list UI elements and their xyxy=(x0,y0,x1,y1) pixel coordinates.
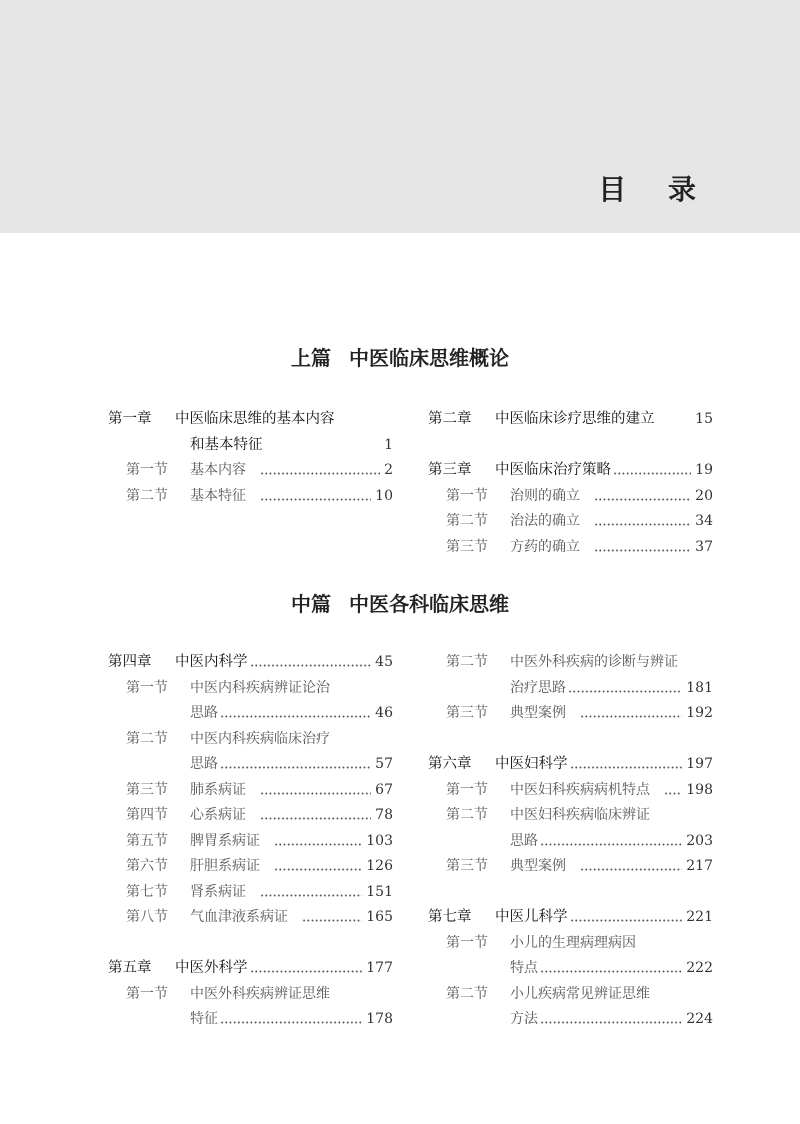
entry-number: 第二章 xyxy=(428,411,472,427)
page-number: 178 xyxy=(366,1011,393,1027)
toc-chapter-entry[interactable] xyxy=(428,905,713,931)
dot-leader xyxy=(540,970,682,973)
entry-number: 第二节 xyxy=(446,985,488,1002)
entry-title: 思路 xyxy=(510,832,538,849)
entry-title: 思路 xyxy=(190,756,218,772)
toc-section-entry[interactable] xyxy=(428,535,713,561)
entry-title: 中医临床思维的基本内容 xyxy=(175,411,335,427)
entry-title: 方法 xyxy=(510,1011,538,1027)
part-title: 中医临床思维概论 xyxy=(349,346,509,370)
entry-number: 第二节 xyxy=(126,730,168,747)
toc-section-entry[interactable] xyxy=(108,1007,393,1033)
toc-column-part2-right xyxy=(428,650,713,1033)
entry-title: 中医临床治疗策略 xyxy=(495,462,611,478)
toc-column-part2-left xyxy=(108,650,393,1033)
entry-number: 第二节 xyxy=(446,513,488,529)
page-number: 151 xyxy=(366,883,393,900)
entry-title: 中医外科学 xyxy=(175,960,248,976)
entry-title: 心系病证 xyxy=(190,807,246,823)
entry-title: 肝胆系病证 xyxy=(190,858,260,874)
entry-title: 典型案例 xyxy=(510,858,566,874)
entry-number: 第六节 xyxy=(126,858,168,874)
entry-title: 脾胃系病证 xyxy=(190,832,260,849)
dot-leader xyxy=(540,1021,682,1024)
dot-leader xyxy=(260,894,362,897)
dot-leader xyxy=(664,792,682,795)
entry-number: 第三节 xyxy=(446,705,488,721)
toc-section-entry[interactable] xyxy=(108,752,393,778)
entry-title: 治法的确立 xyxy=(510,513,580,529)
entry-title: 典型案例 xyxy=(510,705,566,721)
page-number: 103 xyxy=(366,832,393,849)
dot-leader xyxy=(260,817,371,820)
page-number: 19 xyxy=(695,462,713,478)
toc-section-entry[interactable] xyxy=(428,778,713,804)
entry-number: 第一章 xyxy=(108,411,152,427)
toc-column-part1-right xyxy=(428,407,713,560)
entry-title: 思路 xyxy=(190,705,218,721)
toc-section-entry[interactable] xyxy=(108,905,393,931)
page-number: 1 xyxy=(384,436,393,453)
entry-title: 中医外科疾病辨证思维 xyxy=(190,985,330,1002)
toc-section-entry[interactable] xyxy=(428,484,713,510)
page-number: 37 xyxy=(695,538,713,555)
entry-number: 第三节 xyxy=(446,538,488,555)
dot-leader xyxy=(220,766,371,769)
entry-number: 第三章 xyxy=(428,462,472,478)
entry-number: 第七节 xyxy=(126,883,168,900)
entry-number: 第四章 xyxy=(108,654,152,670)
entry-title: 方药的确立 xyxy=(510,538,580,555)
toc-section-entry[interactable] xyxy=(108,854,393,880)
page-number: 224 xyxy=(686,1011,713,1027)
toc-section-entry[interactable] xyxy=(108,982,393,1008)
toc-chapter-entry[interactable] xyxy=(108,956,393,982)
entry-number: 第一节 xyxy=(126,985,168,1002)
dot-leader xyxy=(260,472,380,475)
toc-section-entry[interactable] xyxy=(108,880,393,906)
part-label: 上篇 xyxy=(291,346,331,370)
toc-section-entry[interactable] xyxy=(428,701,713,727)
entry-title: 中医儿科学 xyxy=(495,909,568,925)
page-number: 46 xyxy=(375,705,393,721)
spacer xyxy=(108,931,393,957)
toc-section-entry[interactable] xyxy=(108,676,393,702)
entry-title: 中医妇科疾病临床辨证 xyxy=(510,807,650,823)
header-band xyxy=(0,0,800,233)
dot-leader xyxy=(250,664,372,667)
page-number: 15 xyxy=(695,411,713,427)
entry-title: 中医妇科学 xyxy=(495,756,568,772)
page-number: 222 xyxy=(686,960,713,976)
toc-section-entry[interactable] xyxy=(428,982,713,1008)
page-number: 126 xyxy=(366,858,393,874)
part-title: 中医各科临床思维 xyxy=(349,592,509,616)
entry-title: 小儿疾病常见辨证思维 xyxy=(510,985,650,1002)
toc-chapter-entry[interactable] xyxy=(108,433,393,459)
toc-section-entry[interactable] xyxy=(108,458,393,484)
part-heading-1 xyxy=(0,342,800,371)
toc-section-entry[interactable] xyxy=(428,956,713,982)
dot-leader xyxy=(274,843,362,846)
entry-title: 特征 xyxy=(190,1011,218,1027)
dot-leader xyxy=(250,970,363,973)
dot-leader xyxy=(594,549,691,552)
page-number: 197 xyxy=(686,756,713,772)
toc-title: 目 录 xyxy=(598,173,712,206)
entry-title: 基本内容 xyxy=(190,462,246,478)
entry-title: 肾系病证 xyxy=(190,883,246,900)
spacer xyxy=(428,433,713,459)
toc-column-part1-left xyxy=(108,407,393,509)
toc-section-entry[interactable] xyxy=(108,829,393,855)
page-number: 67 xyxy=(375,781,393,798)
entry-title: 中医临床诊疗思维的建立 xyxy=(495,411,655,427)
toc-chapter-entry[interactable] xyxy=(108,407,393,433)
dot-leader xyxy=(220,1021,362,1024)
page-number: 203 xyxy=(686,832,713,849)
dot-leader xyxy=(260,792,371,795)
spacer xyxy=(428,880,713,906)
page-number: 10 xyxy=(375,487,393,504)
page-number: 2 xyxy=(384,462,393,478)
toc-section-entry[interactable] xyxy=(108,484,393,510)
entry-number: 第一节 xyxy=(446,487,488,504)
page-number: 181 xyxy=(686,679,713,696)
entry-title: 小儿的生理病理病因 xyxy=(510,934,636,951)
entry-title: 治则的确立 xyxy=(510,487,580,504)
toc-section-entry[interactable] xyxy=(108,778,393,804)
page-number: 221 xyxy=(686,909,713,925)
entry-title: 中医妇科疾病病机特点 xyxy=(510,781,650,798)
page-number: 165 xyxy=(366,909,393,925)
page-number: 45 xyxy=(375,654,393,670)
dot-leader xyxy=(580,715,682,718)
entry-number: 第二节 xyxy=(126,487,168,504)
dot-leader xyxy=(570,919,683,922)
page-number: 217 xyxy=(686,858,713,874)
page-number: 20 xyxy=(695,487,713,504)
toc-section-entry[interactable] xyxy=(428,931,713,957)
toc-section-entry[interactable] xyxy=(428,854,713,880)
toc-section-entry[interactable] xyxy=(428,803,713,829)
entry-number: 第一节 xyxy=(126,462,168,478)
page-number: 57 xyxy=(375,756,393,772)
toc-section-entry[interactable] xyxy=(428,509,713,535)
dot-leader xyxy=(260,498,371,501)
toc-chapter-entry[interactable] xyxy=(428,458,713,484)
toc-section-entry[interactable] xyxy=(428,1007,713,1033)
part-label: 中篇 xyxy=(291,592,331,616)
entry-number: 第二节 xyxy=(446,654,488,670)
toc-section-entry[interactable] xyxy=(428,676,713,702)
dot-leader xyxy=(594,498,691,501)
entry-title: 中医外科疾病的诊断与辨证 xyxy=(510,654,678,670)
entry-number: 第五章 xyxy=(108,960,152,976)
entry-number: 第六章 xyxy=(428,756,472,772)
toc-section-entry[interactable] xyxy=(108,701,393,727)
part-heading-2 xyxy=(0,588,800,617)
entry-title: 中医内科疾病辨证论治 xyxy=(190,679,330,696)
toc-chapter-entry[interactable] xyxy=(428,407,713,433)
dot-leader xyxy=(594,523,691,526)
page-number: 192 xyxy=(686,705,713,721)
toc-chapter-entry[interactable] xyxy=(108,650,393,676)
page-number: 78 xyxy=(375,807,393,823)
entry-title: 特点 xyxy=(510,960,538,976)
entry-number: 第一节 xyxy=(446,781,488,798)
page-number: 177 xyxy=(366,960,393,976)
entry-number: 第七章 xyxy=(428,909,472,925)
entry-title: 治疗思路 xyxy=(510,679,566,696)
dot-leader xyxy=(570,766,683,769)
entry-number: 第五节 xyxy=(126,832,168,849)
toc-chapter-entry[interactable] xyxy=(428,752,713,778)
entry-title: 肺系病证 xyxy=(190,781,246,798)
dot-leader xyxy=(580,868,682,871)
entry-number: 第三节 xyxy=(126,781,168,798)
toc-section-entry[interactable] xyxy=(428,829,713,855)
entry-number: 第三节 xyxy=(446,858,488,874)
entry-title: 中医内科疾病临床治疗 xyxy=(190,730,330,747)
dot-leader xyxy=(540,843,682,846)
entry-number: 第二节 xyxy=(446,807,488,823)
page-number: 198 xyxy=(686,781,713,798)
entry-title: 气血津液系病证 xyxy=(190,909,288,925)
spacer xyxy=(428,727,713,753)
dot-leader xyxy=(568,690,682,693)
entry-title: 基本特征 xyxy=(190,487,246,504)
entry-number: 第一节 xyxy=(126,679,168,696)
dot-leader xyxy=(220,715,371,718)
toc-section-entry[interactable] xyxy=(108,727,393,753)
entry-number: 第一节 xyxy=(446,934,488,951)
page-number: 34 xyxy=(695,513,713,529)
entry-title: 中医内科学 xyxy=(175,654,248,670)
entry-number: 第四节 xyxy=(126,807,168,823)
toc-section-entry[interactable] xyxy=(108,803,393,829)
dot-leader xyxy=(302,919,362,922)
entry-title: 和基本特征 xyxy=(190,436,263,453)
dot-leader xyxy=(274,868,362,871)
entry-number: 第八节 xyxy=(126,909,168,925)
dot-leader xyxy=(613,472,691,475)
toc-section-entry[interactable] xyxy=(428,650,713,676)
